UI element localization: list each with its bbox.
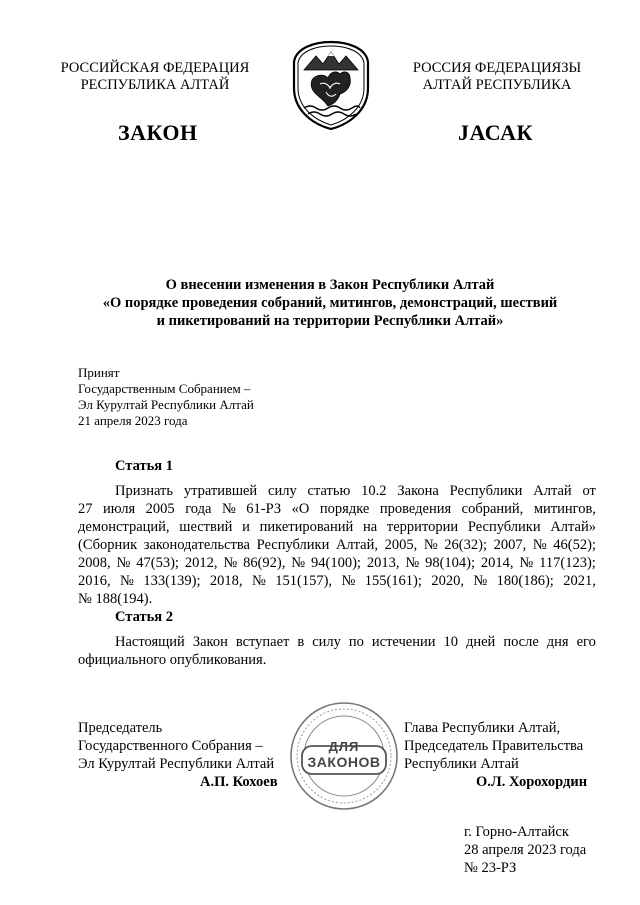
word: собраний, (461, 501, 524, 517)
word: истечении (371, 634, 436, 650)
word: № (532, 537, 547, 553)
title-line2: «О порядке проведения собраний, митингов, демонстраций, шествий (102, 295, 558, 311)
word: 2007, (493, 537, 527, 553)
header-right (392, 60, 602, 94)
word: в (297, 634, 305, 650)
sig-left-line3: Эл Курултай Республики Алтай (78, 756, 275, 772)
word: 61-РЗ (246, 501, 282, 517)
word: 86(92), (243, 555, 286, 571)
place-date: 28 апреля 2023 года (464, 842, 587, 858)
word: Республики (449, 483, 523, 499)
word: 10.2 (361, 483, 387, 499)
word: № (223, 555, 238, 571)
law-title-alt: JАСАК (458, 120, 533, 145)
word: 98(104); (425, 555, 476, 571)
adopted-line4: 21 апреля 2023 года (78, 413, 188, 428)
header-right-line1: РОССИЯ ФЕДЕРАЦИЯЗЫ (412, 60, 582, 76)
word: дня (546, 634, 569, 650)
word: 2012, (184, 555, 218, 571)
signature-right (404, 719, 583, 773)
word: июля (103, 501, 136, 517)
adopted-line2: Государственным Собранием – (78, 381, 251, 396)
sig-left-line1: Председатель (78, 720, 163, 736)
header-right-line2: АЛТАЙ РЕСПУБЛИКА (422, 77, 572, 93)
word: Алтай, (335, 537, 378, 553)
article1-text (78, 482, 596, 608)
word: Алтай (533, 483, 572, 499)
word: законодательства (143, 537, 250, 553)
word: вступает (235, 634, 290, 650)
place-city: г. Горно-Алтайск (464, 824, 569, 840)
article2-text (78, 633, 596, 669)
article2-line-text: официального опубликования. (78, 652, 267, 668)
word: Республики (467, 519, 541, 535)
word: после (503, 634, 539, 650)
article1-line (78, 536, 596, 554)
article1-line (78, 554, 596, 572)
word: 46(52); (553, 537, 596, 553)
word: 133(139); (143, 573, 201, 589)
place-date-number (464, 823, 586, 877)
word: № (519, 555, 534, 571)
article1-line (78, 500, 596, 518)
word: № (116, 555, 131, 571)
word: 155(161); (364, 573, 422, 589)
word: на (362, 519, 378, 535)
adopted-block (78, 365, 338, 429)
title-line3: и пикетирований на территории Республики Алтай» (156, 313, 504, 329)
article1-heading: Статья 1 (115, 458, 173, 474)
stamp-text-top: ДЛЯ (328, 739, 360, 754)
word: № (221, 501, 236, 517)
word: утратившей (183, 483, 258, 499)
word: по (348, 634, 364, 650)
article2-line (78, 651, 596, 669)
word: Признать (115, 483, 173, 499)
word: статью (307, 483, 351, 499)
word: 2008, (78, 555, 111, 571)
word: дней (465, 634, 496, 650)
signature-left (78, 719, 274, 773)
sig-left-line2: Государственного Собрания – (78, 738, 263, 754)
word: 2021, (563, 573, 596, 589)
word: проведения (379, 501, 452, 517)
word: 2005, (384, 537, 418, 553)
word: № (291, 555, 306, 571)
word: 117(123); (539, 555, 596, 571)
word: № (120, 573, 134, 589)
header-left-line1: РОССИЙСКАЯ ФЕДЕРАЦИЯ (60, 60, 250, 76)
word: 2013, (366, 555, 400, 571)
word: силу (312, 634, 341, 650)
word: его (576, 634, 596, 650)
sig-right-line2: Председатель Правительства (404, 738, 584, 754)
adopted-line1: Принят (78, 365, 120, 380)
word: Республики (256, 537, 330, 553)
adopted-line3: Эл Курултай Республики Алтай (78, 397, 254, 412)
word: Алтай» (550, 519, 596, 535)
title-line1: О внесении изменения в Закон Республики Алтай (165, 277, 495, 293)
word: № (251, 573, 266, 589)
word: территории (386, 519, 459, 535)
article1-line (78, 572, 596, 590)
sig-right-line3: Республики Алтай (404, 756, 519, 772)
signatory-left-name: А.П. Кохоев (200, 774, 278, 790)
signatory-right-name: О.Л. Хорохордин (476, 774, 588, 790)
word: № (405, 555, 420, 571)
coat-of-arms-emblem (290, 40, 372, 130)
word: 2020, (431, 573, 464, 589)
word: порядке (319, 501, 370, 517)
word: 94(100); (311, 555, 361, 571)
article2-line (78, 633, 596, 651)
law-title-ru: ЗАКОН (118, 120, 198, 145)
article1-line (78, 482, 596, 500)
word: Закон (192, 634, 228, 650)
word: (Сборник (78, 537, 138, 553)
article1-line (78, 590, 596, 608)
word: № (473, 573, 488, 589)
word: пикетирований (259, 519, 354, 535)
word: силу (268, 483, 297, 499)
word: митингов, (533, 501, 596, 517)
stamp-text-bottom: ЗАКОНОВ (307, 754, 381, 770)
word: от (582, 483, 596, 499)
word: «О (291, 501, 310, 517)
word: № (423, 537, 438, 553)
word: 26(32); (444, 537, 487, 553)
word: года (185, 501, 212, 517)
word: 180(186); (496, 573, 554, 589)
word: 2016, (78, 573, 111, 589)
header-left (50, 60, 260, 94)
word: 2005 (145, 501, 175, 517)
word: 10 (443, 634, 458, 650)
article1-line (78, 518, 596, 536)
word: демонстраций, (78, 519, 170, 535)
word: 27 (78, 501, 93, 517)
article2-heading: Статья 2 (115, 609, 173, 625)
word: 2014, (480, 555, 514, 571)
article1-line-text: № 188(194). (78, 591, 153, 607)
sig-right-line1: Глава Республики Алтай, (404, 720, 561, 736)
word: Настоящий (115, 634, 185, 650)
document-title (60, 276, 600, 330)
header-left-line2: РЕСПУБЛИКА АЛТАЙ (80, 77, 230, 93)
word: 151(157), (275, 573, 333, 589)
word: № (341, 573, 356, 589)
word: 2018, (209, 573, 243, 589)
law-number: № 23-РЗ (464, 860, 517, 876)
word: Закона (397, 483, 439, 499)
word: шествий (179, 519, 233, 535)
word: и (242, 519, 250, 535)
word: 47(53); (136, 555, 179, 571)
